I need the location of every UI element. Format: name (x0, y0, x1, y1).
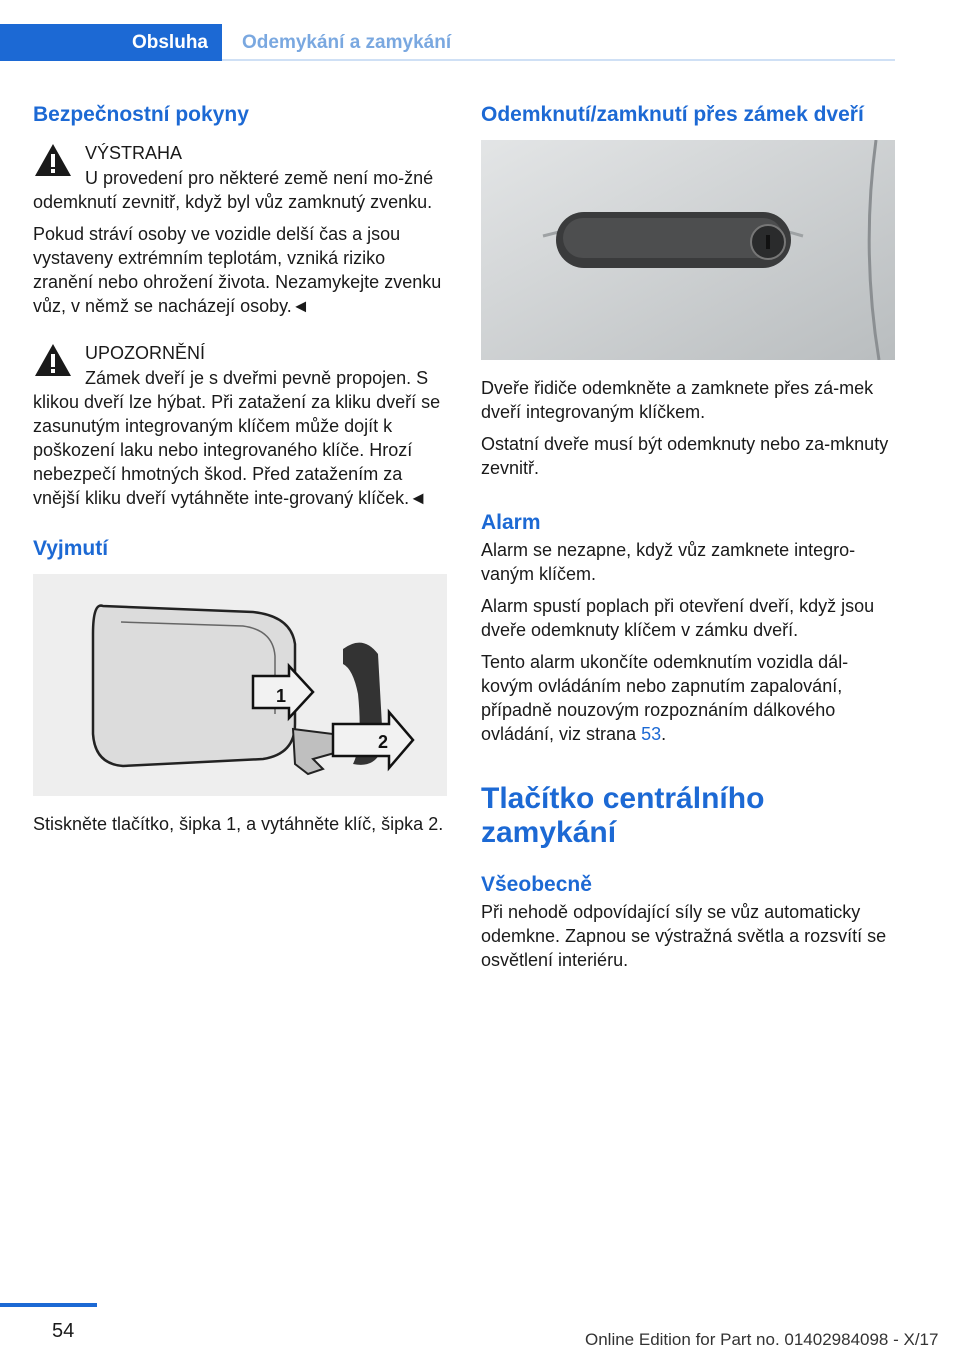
caution-triangle-icon (33, 342, 73, 378)
safety-heading: Bezpečnostní pokyny (33, 103, 249, 126)
alarm-text-2: Alarm spustí poplach při otevření dveří, když jsou dveře odemknuty klíčem v zámku dveří. (481, 596, 875, 640)
right-column (481, 100, 895, 980)
alarm-text-3-post: . (661, 724, 667, 744)
left-column (33, 100, 447, 844)
tab-obsluha[interactable]: Obsluha (0, 24, 222, 61)
caution-text: Zámek dveří je s dveřmi pevně propojen. S klikou dveří lze hýbat. Při zatažení za kliku dveří se zasunutým integrovaným klíčem může dojít k poškození laku nebo integrovaného klíče. Hrozí nebezpečí hmotných škod. Před zatažením za vnější kliku dveří vytáhněte inte‐grovaný klíček.◄ (33, 368, 441, 508)
arrow-1-label: 1 (276, 686, 287, 706)
general-heading: Všeobecně (481, 873, 592, 896)
arrow-2-label: 2 (378, 732, 389, 752)
general-text: Při nehodě odpovídající síly se vůz automaticky odemkne. Zapnou se výstražná světla a rozsvítí se osvětlení interiéru. (481, 902, 887, 970)
warning-title: VÝSTRAHA (85, 143, 183, 163)
warning-block (33, 138, 447, 168)
alarm-text-3 (481, 650, 895, 746)
tab-odemykani[interactable]: Odemykání a zamykání (242, 31, 452, 53)
warning-text-second: Pokud stráví osoby ve vozidle delší čas a jsou vystaveny extrémním teplotám, vzniká riziko zranění nebo ohrožení života. Nezamykejte zvenku vůz, v němž se nacházejí osoby.◄ (33, 224, 442, 316)
key-illustration (33, 574, 447, 796)
key-removal-figure (33, 574, 447, 796)
door-handle-figure (481, 140, 895, 360)
header-divider (222, 59, 895, 61)
alarm-heading: Alarm (481, 511, 541, 534)
alarm-text-1: Alarm se nezapne, když vůz zamknete integro‐vaným klíčem. (481, 540, 856, 584)
page-number: 54 (52, 1320, 75, 1342)
page-53-link[interactable]: 53 (641, 724, 662, 744)
door-handle-illustration (481, 140, 895, 360)
removal-heading: Vyjmutí (33, 537, 109, 560)
caution-block (33, 338, 447, 368)
door-lock-heading: Odemknutí/zamknutí přes zámek dveří (481, 103, 864, 126)
central-locking-heading: Tlačítko centrálního zamykání (481, 782, 765, 849)
footer-accent-line (0, 1303, 97, 1307)
warning-triangle-icon (33, 142, 73, 178)
alarm-text-3-pre: Tento alarm ukončíte odemknutím vozidla dál‐kovým ovládáním nebo zapnutím zapalování, případně nouzovým rozpoznáním dálkového ovládání, viz strana (481, 652, 849, 744)
door-text-1: Dveře řidiče odemkněte a zamknete přes zá‐mek dveří integrovaným klíčkem. (481, 378, 874, 422)
edition-footer: Online Edition for Part no. 01402984098 - X/17 (585, 1330, 939, 1349)
caution-title: UPOZORNĚNÍ (85, 343, 206, 363)
door-text-2: Ostatní dveře musí být odemknuty nebo za‐mknuty zevnitř. (481, 434, 889, 478)
page-header (0, 24, 895, 61)
warning-text-first: U provedení pro některé země není mo‐žné odemknutí zevnitř, když byl vůz zamknutý zvenku. (33, 168, 434, 212)
removal-text: Stiskněte tlačítko, šipka 1, a vytáhněte klíč, šipka 2. (33, 814, 444, 834)
